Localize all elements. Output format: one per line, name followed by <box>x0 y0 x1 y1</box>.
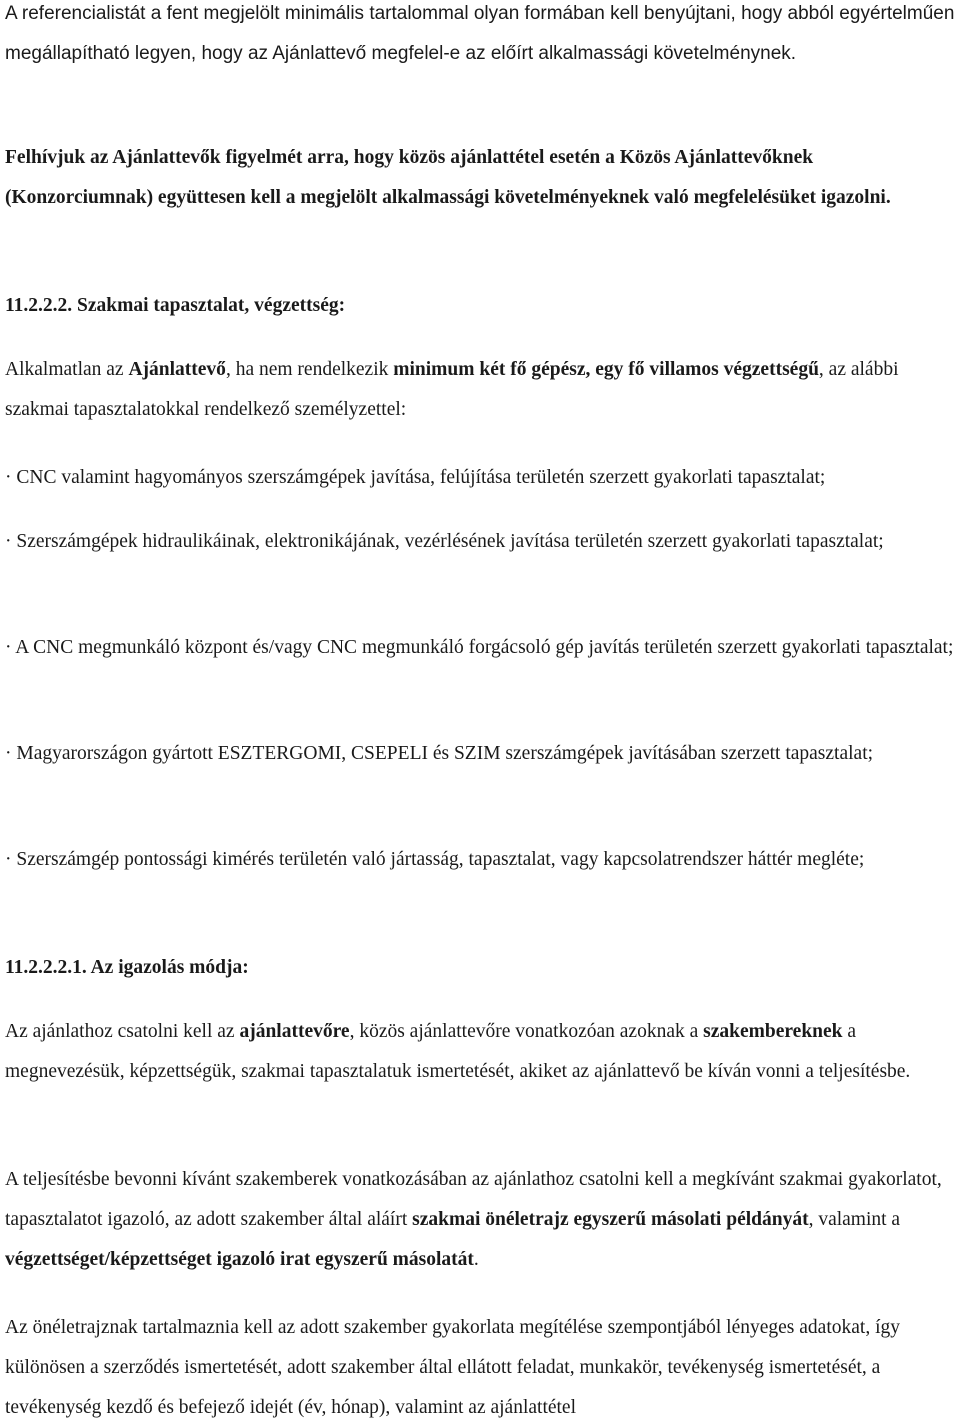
paragraph-konzorcium-notice: Felhívjuk az Ajánlattevők figyelmét arra, hogy közös ajánlattétel esetén a Közös Ajánlattevőknek (Konzorciumnak) együttesen kell a megjelölt alkalmassági követelményeknek való megfelelésüket igazolni. <box>5 147 891 208</box>
paragraph-alkalmatlan <box>5 350 957 430</box>
paragraph-ajanlathoz-csatolni <box>5 1012 957 1092</box>
section-heading-szakmai-tapasztalat: 11.2.2.2. Szakmai tapasztalat, végzettség: <box>5 295 346 316</box>
text-span: , valamint a <box>808 1209 901 1230</box>
bold-text-minimum-staff: minimum két fő gépész, egy fő villamos végzettségű <box>393 359 819 380</box>
text-span: a megnevezésük, képzettségük, szakmai tapasztalatuk ismertetését, akiket az ajánlattevő be kíván vonni a teljesítésbe. <box>5 1021 911 1082</box>
text-span: Az ajánlathoz csatolni kell az <box>5 1021 240 1042</box>
paragraph-oneletrajz-tartalma: Az önéletrajznak tartalmaznia kell az adott szakember gyakorlata megítélése szempontjából lényeges adatokat, így különösen a szerződés ismertetését, adott szakember által ellátott feladat, munkakör, tevékenység ismertetését, a tevékenység kezdő és befejező idejét (év, hónap), valamint az ajánlattétel <box>5 1317 900 1418</box>
bold-text-ajanlattevo: Ajánlattevő <box>128 359 226 380</box>
bold-text-onelettrajz: szakmai önéletrajz egyszerű másolati példányát <box>412 1209 809 1230</box>
bold-text-szakembereknek: szakembereknek <box>703 1021 843 1042</box>
text-span: A teljesítésbe bevonni kívánt szakemberek vonatkozásában az ajánlathoz csatolni kell a megkívánt szakmai gyakorlatot, tapasztalatot igazoló, az adott szakember által aláírt <box>5 1169 942 1230</box>
text-span: , ha nem rendelkezik <box>225 359 394 380</box>
bullet-item-hidraulika: · Szerszámgépek hidraulikáinak, elektronikájának, vezérlésének javítása területén szerzett gyakorlati tapasztalat; <box>5 531 884 552</box>
text-span: Alkalmatlan az <box>5 359 129 380</box>
bold-text-vegzettseg: végzettséget/képzettséget igazoló irat egyszerű másolatát <box>5 1249 474 1270</box>
paragraph-teljesitesbe-bevonni <box>5 1160 957 1280</box>
text-span: , az alábbi szakmai tapasztalatokkal rendelkező személyzettel: <box>5 359 899 420</box>
text-span: . <box>473 1249 479 1270</box>
bullet-item-cnc-kozpont: · A CNC megmunkáló központ és/vagy CNC megmunkáló forgácsoló gép javítás területén szerzett gyakorlati tapasztalat; <box>5 637 954 658</box>
bullet-item-esztergomi-csepeli: · Magyarországon gyártott ESZTERGOMI, CSEPELI és SZIM szerszámgépek javításában szerzett tapasztalat; <box>5 743 874 764</box>
paragraph-referencialista: A referencialistát a fent megjelölt minimális tartalommal olyan formában kell benyújtani, hogy abból egyértelműen megállapítható legyen, hogy az Ajánlattevő megfelel-e az előírt alkalmassági követelménynek. <box>5 3 955 64</box>
bold-text-ajanlattevore: ajánlattevőre <box>239 1021 350 1042</box>
bullet-item-pontossagi-kimeres: · Szerszámgép pontossági kimérés területén való jártasság, tapasztalat, vagy kapcsolatrendszer háttér megléte; <box>5 849 865 870</box>
text-span: , közös ajánlattevőre vonatkozóan azoknak a <box>349 1021 704 1042</box>
section-heading-igazolas-modja: 11.2.2.2.1. Az igazolás módja: <box>5 957 249 978</box>
bullet-item-cnc-javitas: · CNC valamint hagyományos szerszámgépek javítása, felújítása területén szerzett gyakorlati tapasztalat; <box>5 467 826 488</box>
